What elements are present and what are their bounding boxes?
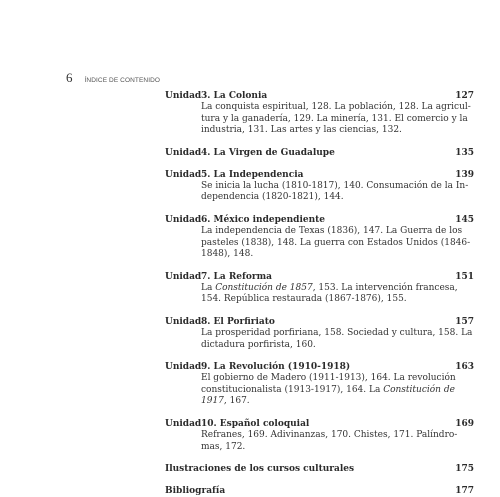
toc-entry-unit-8 [165, 316, 474, 351]
entry-page[interactable]: 135 [455, 147, 474, 158]
toc-entry-unit-3 [165, 90, 474, 137]
unit-label: Unidad [165, 418, 202, 429]
unit-label: Unidad [165, 169, 202, 180]
entry-description [201, 226, 474, 261]
desc-line: El gobierno de Madero (1911-1913), 164. La revolución [201, 373, 456, 384]
page-number: 6 [66, 70, 73, 85]
entry-description [201, 373, 474, 408]
desc-line: pasteles (1838), 148. La guerra con Estados Unidos (1846- [201, 237, 471, 248]
entry-page[interactable]: 139 [455, 169, 474, 180]
entry-description [201, 102, 474, 137]
entry-description [201, 181, 474, 204]
unit-label: Unidad [165, 271, 202, 282]
toc-entry-unit-4 [165, 147, 474, 159]
desc-line: La independencia de Texas (1836), 147. La Guerra de los [201, 225, 463, 236]
entry-title[interactable]: 9. La Revolución (1910-1918) [201, 362, 351, 373]
entry-title[interactable]: 6. México independiente [201, 214, 326, 225]
entry-page[interactable]: 169 [455, 418, 474, 429]
entry-page[interactable]: 127 [455, 91, 474, 101]
entry-title[interactable]: Bibliografía [165, 486, 226, 497]
page-header [66, 70, 160, 86]
desc-line: La Constitución de 1857, 153. La intervención francesa, [201, 282, 458, 293]
desc-line: 154. República restaurada (1867-1876), 155. [201, 294, 407, 305]
unit-label: Unidad [165, 91, 202, 101]
unit-label: Unidad [165, 362, 202, 373]
entry-page[interactable]: 145 [455, 214, 474, 225]
entry-description [201, 283, 474, 306]
toc-entry-unit-9 [165, 361, 474, 408]
entry-page[interactable]: 151 [455, 271, 474, 282]
desc-line: 1848), 148. [201, 249, 254, 260]
entry-title[interactable]: 3. La Colonia [201, 91, 268, 101]
toc-entry-illustrations [165, 463, 474, 475]
desc-line: 1917, 167. [201, 396, 250, 407]
entry-title[interactable]: Ilustraciones de los cursos culturales [165, 464, 355, 475]
toc-entry-unit-5 [165, 169, 474, 204]
toc-entry-unit-6 [165, 214, 474, 261]
entry-page[interactable]: 175 [455, 464, 474, 475]
entry-description [201, 328, 474, 351]
desc-line: La conquista espiritual, 128. La población, 128. La agricul- [201, 102, 471, 112]
unit-label: Unidad [165, 147, 202, 158]
entry-page[interactable]: 163 [455, 362, 474, 373]
entry-title[interactable]: 7. La Reforma [201, 271, 272, 282]
table-of-contents [165, 90, 474, 497]
desc-line: mas, 172. [201, 441, 246, 452]
unit-label: Unidad [165, 214, 202, 225]
toc-entry-unit-10 [165, 418, 474, 453]
running-head: ÍNDICE DE CONTENIDO [84, 77, 161, 84]
entry-title[interactable]: 5. La Independencia [201, 169, 304, 180]
desc-line: industria, 131. Las artes y las ciencias, 132. [201, 125, 402, 136]
entry-description [201, 430, 474, 453]
toc-entry-bibliography [165, 485, 474, 497]
entry-title[interactable]: 8. El Porfiriato [201, 316, 275, 327]
unit-label: Unidad [165, 316, 202, 327]
entry-page[interactable]: 177 [455, 486, 474, 497]
desc-line: constitucionalista (1913-1917), 164. La Constitución de [201, 384, 455, 395]
desc-line: dictadura porfirista, 160. [201, 339, 316, 350]
entry-page[interactable]: 157 [455, 316, 474, 327]
toc-entry-unit-7 [165, 271, 474, 306]
entry-title[interactable]: 4. La Virgen de Guadalupe [201, 147, 335, 158]
desc-line: La prosperidad porfiriana, 158. Sociedad y cultura, 158. La [201, 327, 473, 338]
entry-title[interactable]: 10. Español coloquial [201, 418, 310, 429]
desc-line: dependencia (1820-1821), 144. [201, 192, 344, 203]
desc-line: Refranes, 169. Adivinanzas, 170. Chistes, 171. Palíndro- [201, 429, 458, 440]
desc-line: tura y la ganadería, 129. La minería, 131. El comercio y la [201, 113, 468, 124]
desc-line: Se inicia la lucha (1810-1817), 140. Consumación de la In- [201, 180, 469, 191]
